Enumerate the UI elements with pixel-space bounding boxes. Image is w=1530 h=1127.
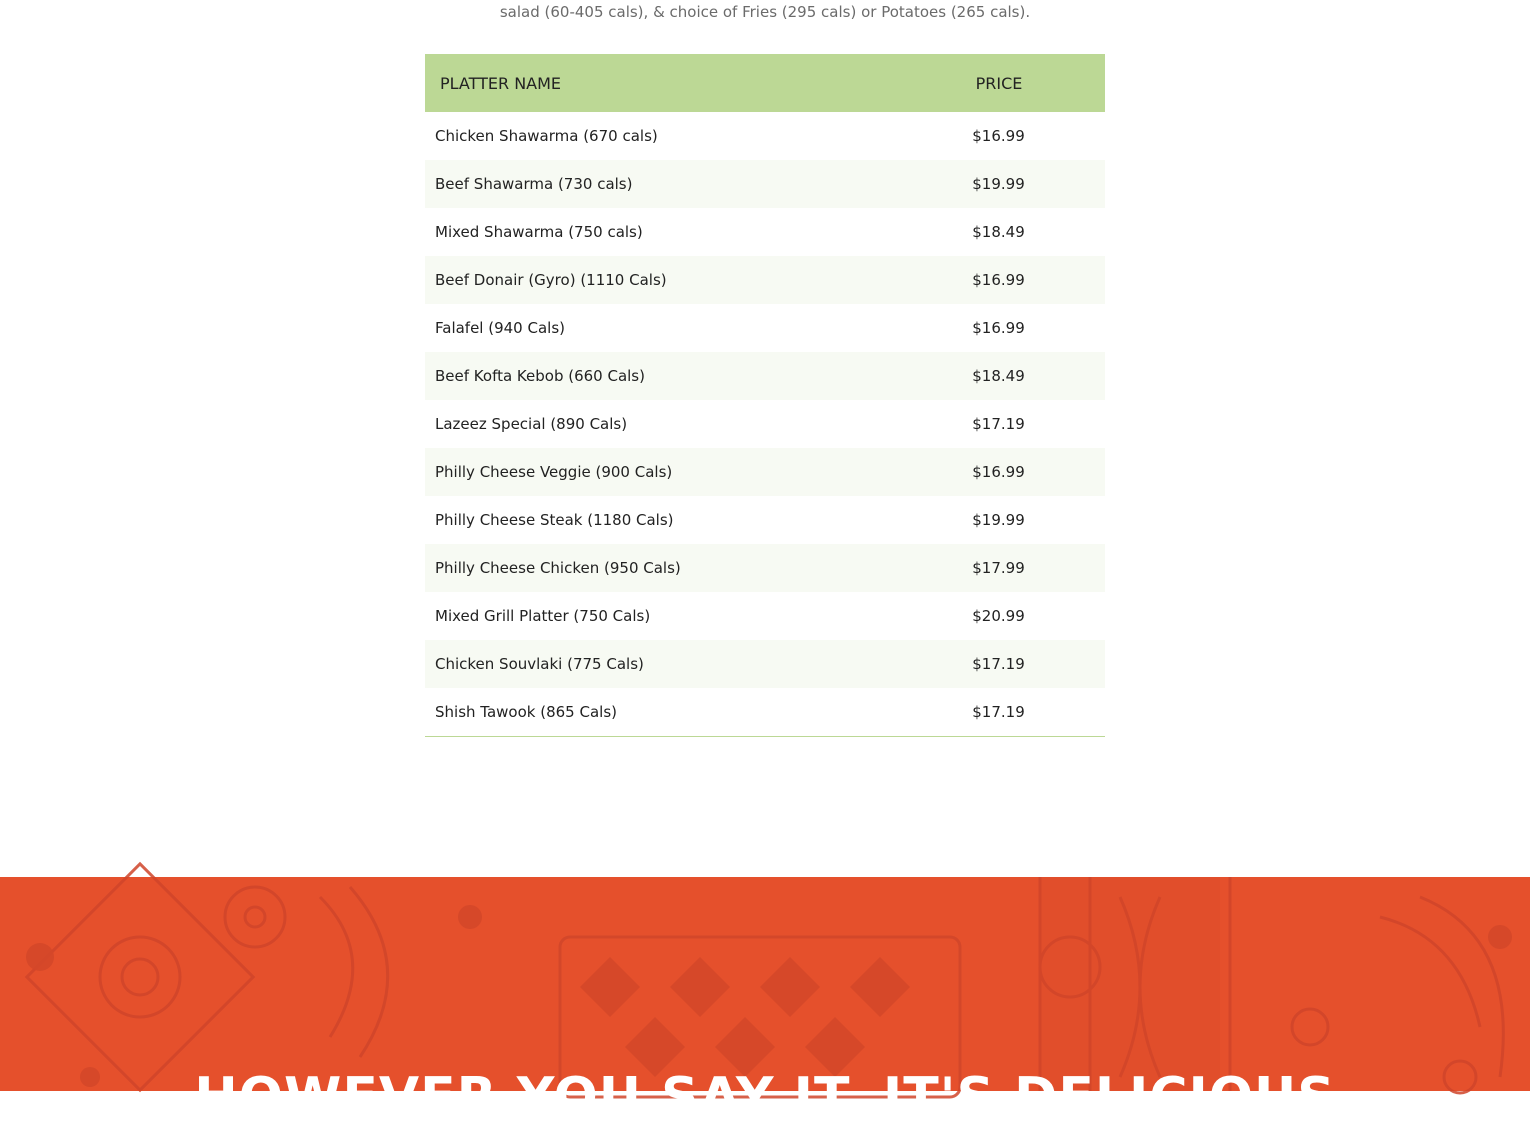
table-row [425,304,1105,352]
banner-heading: HOWEVER YOU SAY IT, IT'S DELICIOUS [194,1067,1336,1127]
table-row [425,352,1105,400]
platter-price: $17.19 [972,415,1025,433]
platter-price: $18.49 [972,223,1025,241]
table-row [425,256,1105,304]
platter-name: Chicken Souvlaki (775 Cals) [435,655,644,673]
platter-price: $16.99 [972,127,1025,145]
platter-price-table [425,54,1105,737]
table-row [425,160,1105,208]
platter-name: Lazeez Special (890 Cals) [435,415,628,433]
platter-price: $17.19 [972,655,1025,673]
intro-text: salad (60-405 cals), & choice of Fries (295 cals) or Potatoes (265 cals). [499,3,1031,21]
table-row [425,400,1105,448]
platter-name: Chicken Shawarma (670 cals) [435,127,658,145]
platter-price: $19.99 [972,511,1025,529]
platter-name: Beef Shawarma (730 cals) [435,175,633,193]
table-row [425,544,1105,592]
table-row [425,112,1105,160]
header-platter-name: PLATTER NAME [440,73,562,93]
platter-name: Mixed Shawarma (750 cals) [435,223,643,241]
table-row [425,592,1105,640]
platter-name: Mixed Grill Platter (750 Cals) [435,607,651,625]
platter-price: $20.99 [972,607,1025,625]
platter-name: Philly Cheese Chicken (950 Cals) [435,559,681,577]
platter-price: $18.49 [972,367,1025,385]
platter-name: Philly Cheese Steak (1180 Cals) [435,511,674,529]
decorative-pattern [0,877,1530,1091]
platter-name: Philly Cheese Veggie (900 Cals) [435,463,673,481]
platter-name: Falafel (940 Cals) [435,319,565,337]
platter-price: $16.99 [972,319,1025,337]
platter-price: $16.99 [972,271,1025,289]
header-price: PRICE [975,73,1023,93]
platter-name: Shish Tawook (865 Cals) [425,688,893,737]
table-row [425,496,1105,544]
table-row [425,688,1105,737]
promo-banner [0,877,1530,1127]
platter-name: Beef Donair (Gyro) (1110 Cals) [435,271,667,289]
table-row [425,208,1105,256]
platter-price: $17.19 [893,688,1105,737]
platter-price: $17.99 [972,559,1025,577]
platter-price: $19.99 [972,175,1025,193]
table-row [425,640,1105,688]
table-header-row [425,54,1105,112]
platter-price: $16.99 [972,463,1025,481]
table-row [425,448,1105,496]
platter-name: Beef Kofta Kebob (660 Cals) [435,367,645,385]
